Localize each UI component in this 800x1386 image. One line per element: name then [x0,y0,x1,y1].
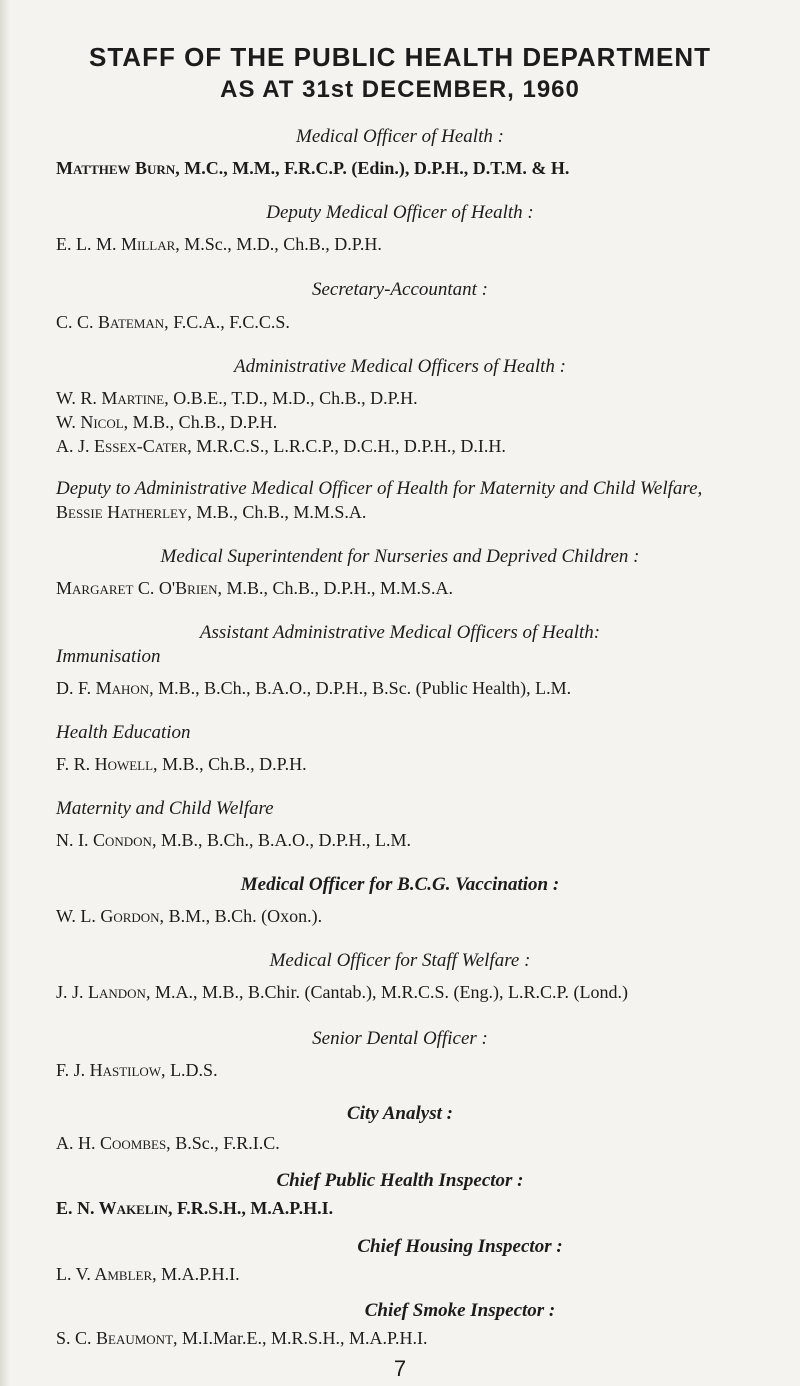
person-qualifications: M.B., Ch.B., D.P.H. [128,412,278,432]
person-entry [56,982,628,1003]
person-entry [56,1328,428,1349]
person-qualifications: L.D.S. [165,1060,218,1080]
person-qualifications: M.B., B.Ch., B.A.O., D.P.H., B.Sc. (Public Health), L.M. [153,678,572,698]
person-qualifications: M.A.P.H.I. [156,1264,240,1284]
person-entry [56,388,418,409]
heading-chief-housing-inspector: Chief Housing Inspector : [357,1236,563,1257]
heading-deputy-maternity-child-welfare: Deputy to Administrative Medical Officer of Health for Maternity and Child Welfare, [56,478,703,499]
heading-bcg-vaccination: Medical Officer for B.C.G. Vaccination : [240,874,560,895]
person-qualifications: M.A., M.B., B.Chir. (Cantab.), M.R.C.S. (Eng.), L.R.C.P. (Lond.) [150,982,628,1002]
person-qualifications: M.B., B.Ch., B.A.O., D.P.H., L.M. [156,830,411,850]
person-qualifications: M.B., Ch.B., M.M.S.A. [191,502,367,522]
person-entry [56,312,290,333]
person-name: F. R. Howell, [56,754,158,774]
person-entry [56,830,411,851]
subheading-health-education: Health Education [56,722,191,743]
person-entry [56,678,571,699]
heading-secretary-accountant: Secretary-Accountant : [311,279,489,300]
person-entry [56,158,569,179]
person-name: F. J. Hastilow, [56,1060,166,1080]
person-qualifications: B.Sc., F.R.I.C. [170,1133,280,1153]
person-qualifications: F.C.A., F.C.C.S. [168,312,290,332]
person-qualifications: F.R.S.H., M.A.P.H.I. [172,1198,334,1218]
person-entry [56,1264,240,1285]
person-name: E. L. M. Millar, [56,234,180,254]
person-name: Bessie Hatherley, [56,502,192,522]
person-name: D. F. Mahon, [56,678,154,698]
person-name: S. C. Beaumont, [56,1328,178,1348]
person-qualifications: M.B., Ch.B., D.P.H. [157,754,307,774]
title-line-2: AS AT 31st DECEMBER, 1960 [220,76,580,103]
page-number: 7 [393,1356,407,1381]
person-entry [56,436,506,457]
person-name: A. J. Essex-Cater, [56,436,192,456]
person-qualifications: O.B.E., T.D., M.D., Ch.B., D.P.H. [168,388,418,408]
person-name: L. V. Ambler, [56,1264,157,1284]
person-entry [56,578,453,599]
person-qualifications: M.R.C.S., L.R.C.P., D.C.H., D.P.H., D.I.H. [191,436,506,456]
person-name: J. J. Landon, [56,982,151,1002]
person-qualifications: M.Sc., M.D., Ch.B., D.P.H. [179,234,382,254]
heading-chief-public-health-inspector: Chief Public Health Inspector : [276,1170,524,1191]
person-name: Margaret C. O'Brien, [56,578,222,598]
person-entry [56,1060,218,1081]
person-entry [56,754,307,775]
person-entry [56,1198,333,1219]
person-name: Matthew Burn, [56,158,180,178]
subheading-immunisation: Immunisation [56,646,161,667]
heading-city-analyst: City Analyst : [347,1103,453,1124]
person-name: W. Nicol, [56,412,129,432]
heading-assistant-administrative-mohs: Assistant Administrative Medical Officers of Health: [199,622,601,643]
person-qualifications: B.M., B.Ch. (Oxon.). [164,906,323,926]
heading-staff-welfare: Medical Officer for Staff Welfare : [269,950,531,971]
person-qualifications: M.I.Mar.E., M.R.S.H., M.A.P.H.I. [177,1328,428,1348]
person-name: N. I. Condon, [56,830,157,850]
heading-administrative-mohs: Administrative Medical Officers of Health : [234,356,566,377]
heading-medical-officer-of-health: Medical Officer of Health : [296,126,504,147]
person-entry [56,906,322,927]
heading-senior-dental-officer: Senior Dental Officer : [312,1028,488,1049]
subheading-maternity-child-welfare: Maternity and Child Welfare [56,798,274,819]
person-entry [56,1133,280,1154]
person-name: E. N. Wakelin, [56,1198,173,1218]
person-qualifications: M.C., M.M., F.R.C.P. (Edin.), D.P.H., D.T.M. & H. [179,158,570,178]
person-entry [56,234,382,255]
person-name: A. H. Coombes, [56,1133,171,1153]
heading-deputy-moh: Deputy Medical Officer of Health : [266,202,534,223]
person-name: W. L. Gordon, [56,906,165,926]
title-line-1: STAFF OF THE PUBLIC HEALTH DEPARTMENT [89,42,711,72]
person-qualifications: M.B., Ch.B., D.P.H., M.M.S.A. [221,578,454,598]
person-name: C. C. Bateman, [56,312,169,332]
person-entry [56,502,366,523]
heading-medical-superintendent-nurseries: Medical Superintendent for Nurseries and Deprived Children : [160,546,640,567]
person-name: W. R. Martine, [56,388,169,408]
heading-chief-smoke-inspector: Chief Smoke Inspector : [364,1300,556,1321]
person-entry [56,412,277,433]
